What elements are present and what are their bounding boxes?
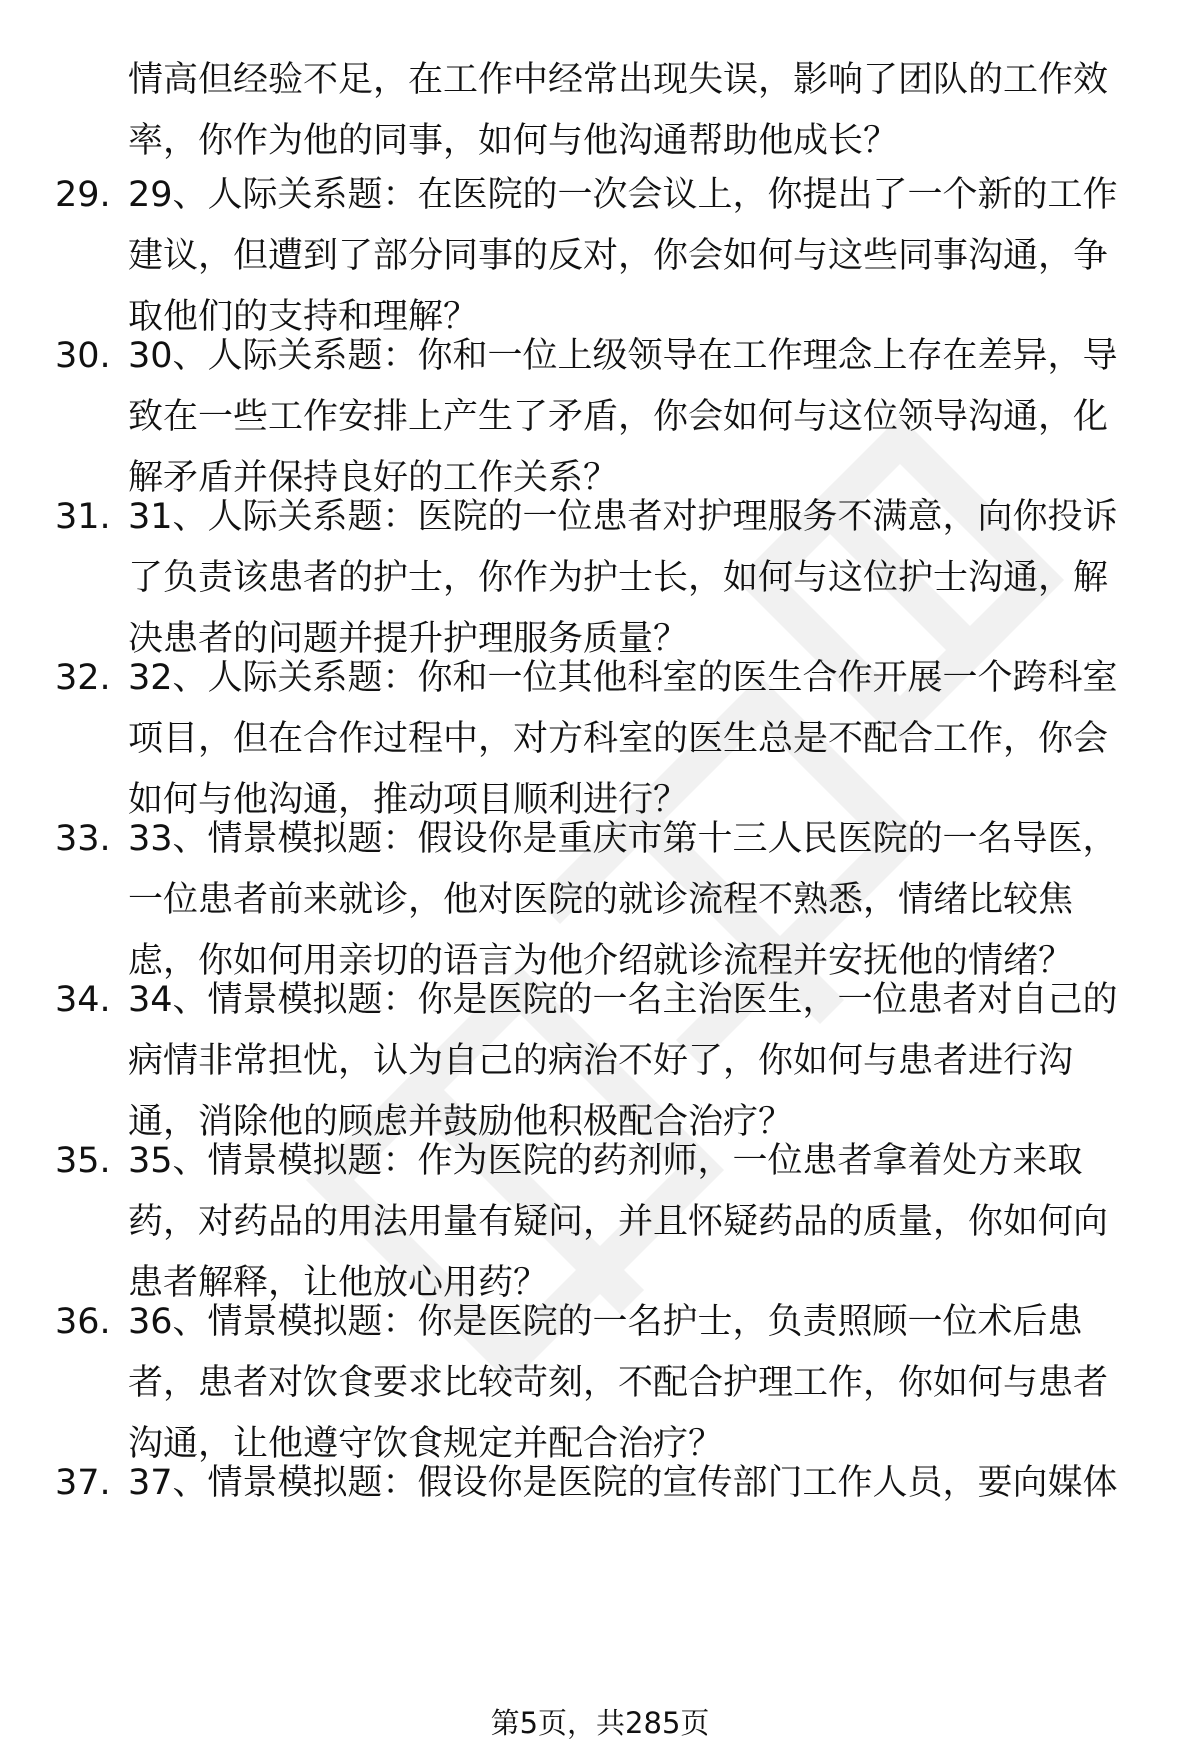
text-line: 情高但经验不足，在工作中经常出现失误，影响了团队的工作效: [128, 60, 1109, 100]
text-line: 30、人际关系题：你和一位上级领导在工作理念上存在差异，导: [128, 336, 1118, 376]
question-lines: [128, 809, 1168, 992]
text-line: 32、人际关系题：你和一位其他科室的医生合作开展一个跨科室: [128, 658, 1118, 698]
text-line: 29、人际关系题：在医院的一次会议上，你提出了一个新的工作: [128, 175, 1118, 215]
question-number: 36.: [55, 1302, 111, 1342]
question-lines: [128, 970, 1168, 1153]
question-number: 33.: [55, 819, 111, 859]
question-lines: [128, 1292, 1168, 1475]
text-line: 取他们的支持和理解？: [128, 297, 479, 337]
text-line: 一位患者前来就诊，他对医院的就诊流程不熟悉，情绪比较焦: [128, 880, 1074, 920]
text-line: 项目，但在合作过程中，对方科室的医生总是不配合工作，你会: [128, 719, 1109, 759]
text-line: 决患者的问题并提升护理服务质量？: [128, 619, 689, 659]
question-lines: [128, 1131, 1168, 1314]
text-line: 药，对药品的用法用量有疑问，并且怀疑药品的质量，你如何向: [128, 1202, 1109, 1242]
question-number: 29.: [55, 175, 111, 215]
question-lines: [128, 648, 1168, 831]
question-number: 31.: [55, 497, 111, 537]
text-line: 如何与他沟通，推动项目顺利进行？: [128, 780, 689, 820]
text-line: 解矛盾并保持良好的工作关系？: [128, 458, 619, 498]
question-lines: [128, 1453, 1168, 1514]
page-footer: 第5页，共285页: [490, 1706, 710, 1740]
question-lines: [128, 487, 1168, 670]
question-number: 30.: [55, 336, 111, 376]
question-lines: [128, 326, 1168, 509]
text-line: 34、情景模拟题：你是医院的一名主治医生，一位患者对自己的: [128, 980, 1118, 1020]
text-line: 率，你作为他的同事，如何与他沟通帮助他成长？: [128, 121, 899, 161]
question-number: 35.: [55, 1141, 111, 1181]
text-line: 者，患者对饮食要求比较苛刻，不配合护理工作，你如何与患者: [128, 1363, 1109, 1403]
text-line: 虑，你如何用亲切的语言为他介绍就诊流程并安抚他的情绪？: [128, 941, 1074, 981]
question-number: 37.: [55, 1463, 111, 1503]
text-line: 31、人际关系题：医院的一位患者对护理服务不满意，向你投诉: [128, 497, 1118, 537]
question-number: 32.: [55, 658, 111, 698]
text-line: 36、情景模拟题：你是医院的一名护士，负责照顾一位术后患: [128, 1302, 1083, 1342]
text-line: 35、情景模拟题：作为医院的药剂师，一位患者拿着处方来取: [128, 1141, 1083, 1181]
question-number: 34.: [55, 980, 111, 1020]
text-line: 患者解释，让他放心用药？: [128, 1263, 549, 1303]
text-line: 沟通，让他遵守饮食规定并配合治疗？: [128, 1424, 724, 1464]
text-line: 建议，但遭到了部分同事的反对，你会如何与这些同事沟通，争: [128, 236, 1109, 276]
text-line: 致在一些工作安排上产生了矛盾，你会如何与这位领导沟通，化: [128, 397, 1109, 437]
text-line: 病情非常担忧，认为自己的病治不好了，你如何与患者进行沟: [128, 1041, 1074, 1081]
text-line: 通，消除他的顾虑并鼓励他积极配合治疗？: [128, 1102, 794, 1142]
text-line: 37、情景模拟题：假设你是医院的宣传部门工作人员，要向媒体: [128, 1463, 1118, 1503]
question-lines: [128, 165, 1168, 348]
text-line: 了负责该患者的护士，你作为护士长，如何与这位护士沟通，解: [128, 558, 1109, 598]
text-line: 33、情景模拟题：假设你是重庆市第十三人民医院的一名导医，: [128, 819, 1118, 859]
intro-lines: [128, 50, 1168, 172]
